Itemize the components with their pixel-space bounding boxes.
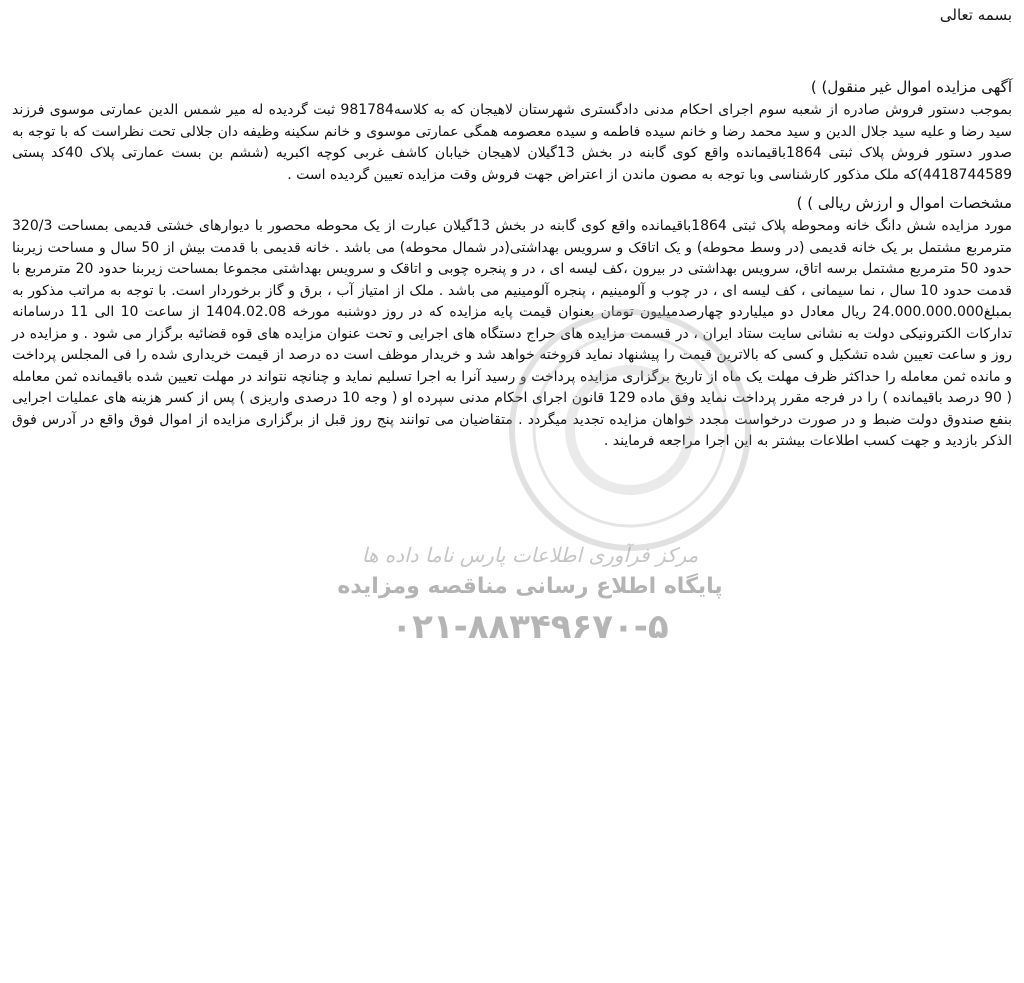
details-paragraph: مورد مزایده شش دانگ خانه ومحوطه پلاک ثبتی 1864باقیمانده واقع کوی گابنه در بخش 13گیلان عبارت از یک محوطه محصور با دیوارهای خشتی قدیمی بمساحت 320/3 مترمربع مشتمل بر یک خانه قدیمی (در وسط محوطه) و یک اتاقک و سرویس بهداشتی(در شمال محوطه) می باشد . خانه قدیمی با قدمت بیش از 50 سال و مساحت زیربنا حدود 50 مترمربع مشتمل برسه اتاق، سرویس بهداشتی در بیرون ،کف لیسه ای ، در و پنجره چوبی و اتاقک و سرویس بهداشتی مجموعا بمساحت زیربنا حدود 20 مترمربع با قدمت حدود 10 سال ، نما سیمانی ، کف لیسه ای ، در چوب و آلومینیم ، پنجره آلومینیم می باشد . ملک از امتیاز آب ، برق و گاز برخوردار است. با توجه به مراتب مذکور به بمبلغ24.000.000.000 ریال معادل دو میلیاردو چهارصدمیلیون تومان بعنوان قیمت پایه مزایده که در روز دوشنبه مورخه 1404.02.08 از ساعت 10 الی 11 درسامانه تدارکات الکترونیکی دولت به نشانی سایت ستاد ایران ، در قسمت مزایده های حراج دستگاه های اجرایی و تحت عنوان مزایده های قوه قضائیه برگزار می شود . و مزایده در روز و ساعت تعیین شده تشکیل و کسی که بالاترین قیمت را پیشنهاد نماید فروخته خواهد شد و خریدار موظف است ده درصد از قیمت خریداری شده را فی المجلس پرداخت و مانده ثمن معامله را حداکثر ظرف مهلت یک ماه از تاریخ برگزاری مزایده پرداخت و رسید آنرا به اجرا تسلیم نماید و چنانچه نتواند در مهلت تعیین شده باقیمانده ثمن معامله ( 90 درصد باقیمانده ) را در فرجه مقرر پرداخت نماید وفق ماده 129 قانون اجرای احکام مدنی سپرده او ( وجه 10 درصدی واریزی ) پس از کسر هزینه های عملیات اجرایی بنفع صندوق دولت ضبط و در صورت درخواست مجدد خواهان مزایده تجدید میگردد . متقاضیان می توانند پنج روز قبل از برگزاری مزایده از اموال فوق واقع در آدرس فوق الذکر بازدید و جهت کسب اطلاعات بیشتر به این اجرا مراجعه فرمایند . <box>12 218 1013 449</box>
section-title: مشخصات اموال و ارزش ریالی ) ) <box>796 194 1012 212</box>
basmala-heading: بسمه تعالی <box>939 6 1012 24</box>
watermark-phone: ۰۲۱-۸۸۳۴۹۶۷۰-۵ <box>391 607 669 647</box>
intro-paragraph: بموجب دستور فروش صادره از شعبه سوم اجرای احکام مدنی دادگستری شهرستان لاهیجان که به کلاسه981784 ثبت گردیده له میر شمس الدین عمارتی موسوی فرزند سید رضا و علیه سید جلال الدین و سید محمد رضا و خانم سیده فاطمه و سیده معصومه همگی عمارتی موسوی و خانم سکینه وظیفه دان جلالی تحت نظراست که با توجه به صدور دستور فروش پلاک ثبتی 1864باقیمانده واقع کوی گابنه در بخش 13گیلان لاهیجان خیابان کاشف غربی کوچه اکبریه (ششم بن بست عمارتی پلاک 40کد پستی 4418744589)که ملک مذکور کارشناسی وبا توجه به مصون ماندن از اعتراض جهت فروش وقت مزایده تعیین گردیده است . <box>12 102 1012 183</box>
notice-title: آگهی مزایده اموال غیر منقول) ) <box>810 78 1012 96</box>
watermark-line1: مرکز فرآوری اطلاعات پارس ناما داده ها <box>361 543 699 567</box>
watermark <box>330 540 730 700</box>
watermark-line2: پایگاه اطلاع رسانی مناقصه ومزایده <box>337 574 723 599</box>
document-body <box>12 4 1012 459</box>
